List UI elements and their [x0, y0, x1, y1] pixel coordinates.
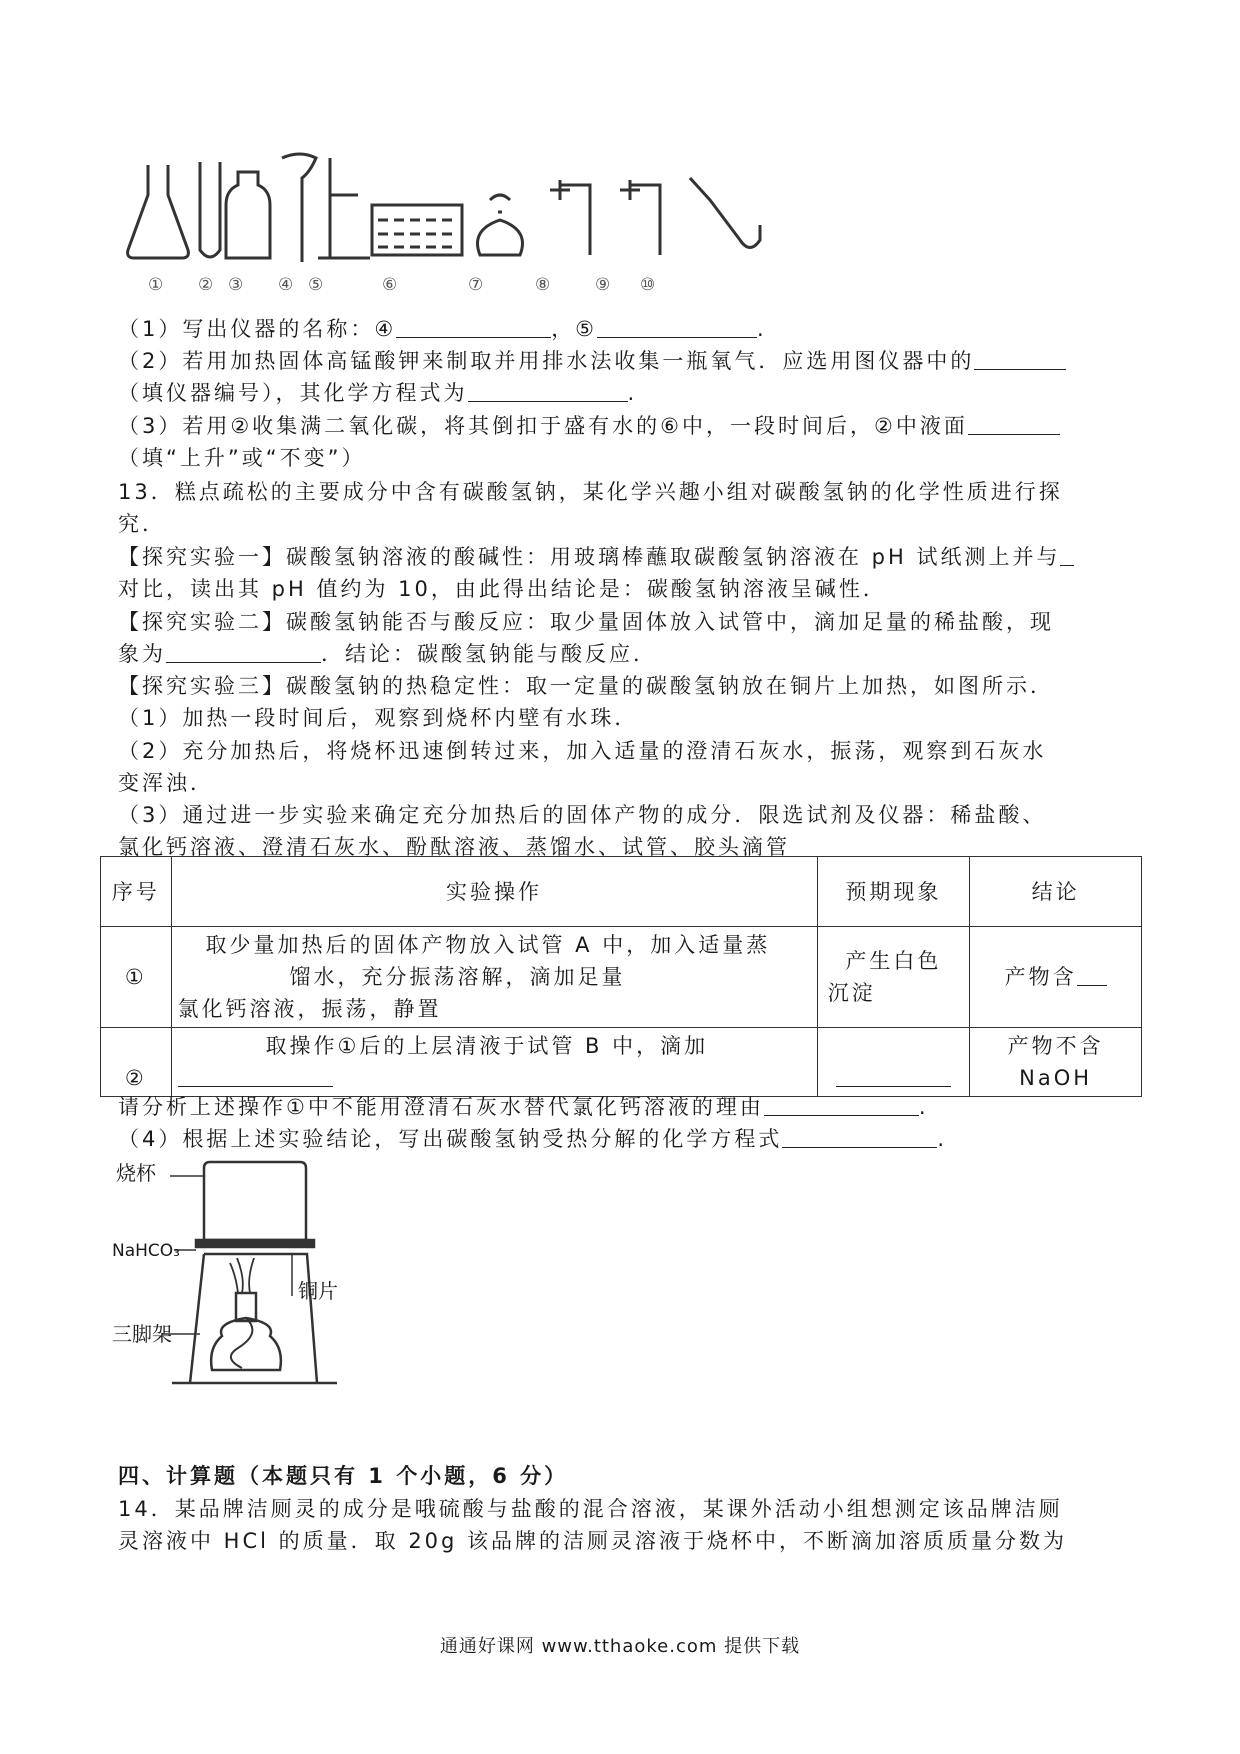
q12-part1-end: . — [757, 317, 767, 341]
figure-number-7: ⑦ — [468, 275, 484, 295]
figure-number-6: ⑥ — [382, 275, 398, 295]
tripod-label: 三脚架 — [112, 1322, 172, 1346]
q13-exp2-line2 — [118, 638, 1138, 670]
answer-blank[interactable] — [597, 315, 757, 338]
figure-number-4: ④ — [278, 275, 294, 295]
q13-step3-line2: 氯化钙溶液、澄清石灰水、酚酞溶液、蒸馏水、试管、胶头滴管 — [118, 835, 790, 859]
row-conclusion — [970, 1028, 1142, 1097]
q12-part2-text2: （填仪器编号），其化学方程式为 — [118, 381, 468, 405]
phenomenon-line: 产生白色 — [845, 949, 942, 973]
figure-number-2: ② — [198, 275, 214, 295]
answer-blank[interactable] — [468, 379, 628, 402]
heating-apparatus-figure — [112, 1158, 362, 1398]
q12-part1-text2: ，⑤ — [551, 317, 598, 341]
answer-blank[interactable] — [974, 347, 1066, 370]
operation-line: 馏水，充分振荡溶解，滴加足量 — [289, 965, 626, 989]
q14-line2: 灵溶液中 HCl 的质量．取 20g 该品牌的洁厕灵溶液于烧杯中，不断滴加溶质质量分数为 — [118, 1529, 1068, 1553]
operation-line: 取操作①后的上层清液于试管 B 中，滴加 — [265, 1034, 709, 1058]
figure-number-3: ③ — [228, 275, 244, 295]
table-row — [101, 927, 1142, 1028]
q13-step1: （1）加热一段时间后，观察到烧杯内壁有水珠． — [118, 706, 639, 730]
q13-intro-line2: 究． — [118, 512, 166, 536]
figure-number-5: ⑤ — [308, 275, 324, 295]
nahco3-label: NaHCO₃ — [112, 1241, 180, 1261]
q13-exp1-line2: 对比，读出其 pH 值约为 10，由此得出结论是：碳酸氢钠溶液呈碱性． — [118, 577, 887, 601]
header-index: 序号 — [101, 857, 172, 927]
header-conclusion: 结论 — [970, 857, 1142, 927]
q12-part2-end: . — [627, 381, 638, 405]
q13-step2-line1: （2）充分加热后，将烧杯迅速倒转过来，加入适量的澄清石灰水，振荡，观察到石灰水 — [118, 739, 1047, 763]
row-operation — [171, 1028, 817, 1097]
row-index: ① — [101, 927, 172, 1028]
conclusion-text: 产物含 — [1004, 965, 1077, 989]
section-title: 四、计算题（本题只有 1 个小题，6 分） — [118, 1464, 569, 1488]
q12-part2-line1 — [118, 345, 1138, 377]
q13-step4-end: . — [937, 1127, 948, 1151]
answer-blank[interactable] — [166, 640, 321, 663]
q13-exp2-line1: 【探究实验二】碳酸氢钠能否与酸反应：取少量固体放入试管中，滴加足量的稀盐酸，现 — [118, 610, 1054, 634]
row-index: ② — [101, 1028, 172, 1097]
q12-part3-text: （3）若用②收集满二氧化碳，将其倒扣于盛有水的⑥中，一段时间后，②中液面 — [118, 414, 968, 438]
q13-exp1-text: 【探究实验一】碳酸氢钠溶液的酸碱性：用玻璃棒蘸取碳酸氢钠溶液在 pH 试纸测上并与 — [118, 545, 1061, 569]
figure-number-9: ⑨ — [595, 275, 611, 295]
q12-part2-line2 — [118, 377, 1138, 409]
q13-step4-text: （4）根据上述实验结论，写出碳酸氢钠受热分解的化学方程式 — [118, 1127, 783, 1151]
answer-blank[interactable] — [782, 1125, 937, 1148]
q12-part3-line2 — [118, 442, 1138, 474]
q12-part1-text: （1）写出仪器的名称：④ — [118, 317, 397, 341]
q13-exp1-line1 — [118, 541, 1138, 573]
copper-label: 铜片 — [298, 1279, 338, 1303]
q13-step2-line2: 变浑浊． — [118, 771, 214, 795]
q13-step3-line1: （3）通过进一步实验来确定充分加热后的固体产物的成分．限选试剂及仪器：稀盐酸、 — [118, 803, 1047, 827]
conclusion-line: NaOH — [1019, 1066, 1093, 1090]
q12-part3-text2: （填“上升”或“不变”） — [118, 446, 366, 470]
answer-blank[interactable] — [396, 315, 551, 338]
figure-number-8: ⑧ — [535, 275, 551, 295]
conclusion-line: 产物不含 — [1007, 1034, 1104, 1058]
operation-line: 氯化钙溶液，振荡，静置 — [177, 997, 442, 1021]
answer-blank[interactable] — [1060, 543, 1074, 566]
header-operation: 实验操作 — [171, 857, 817, 927]
figure-number-10: ⑩ — [640, 275, 656, 295]
page-footer: 通通好课网 www.tthaoke.com 提供下载 — [439, 1636, 801, 1657]
q13-analysis — [118, 1091, 1138, 1123]
q13-exp2-text: 象为 — [118, 642, 166, 666]
row-conclusion — [970, 927, 1142, 1028]
beaker-label: 烧杯 — [116, 1161, 156, 1185]
table-header-row — [101, 857, 1142, 927]
phenomenon-line: 沉淀 — [827, 981, 876, 1005]
q13-intro-line1: 13．糕点疏松的主要成分中含有碳酸氢钠，某化学兴趣小组对碳酸氢钠的化学性质进行探 — [118, 480, 1063, 504]
q13-exp2-text2: ．结论：碳酸氢钠能与酸反应． — [321, 642, 657, 666]
answer-blank[interactable] — [1077, 963, 1107, 986]
q13-analysis-end: . — [918, 1095, 929, 1119]
row-phenomenon — [817, 927, 970, 1028]
answer-blank[interactable] — [764, 1093, 919, 1116]
q13-exp3-line: 【探究实验三】碳酸氢钠的热稳定性：取一定量的碳酸氢钠放在铜片上加热，如图所示． — [118, 674, 1054, 698]
q12-part2-text: （2）若用加热固体高锰酸钾来制取并用排水法收集一瓶氧气．应选用图仪器中的 — [118, 349, 975, 373]
figure-number-1: ① — [148, 275, 164, 295]
q12-part1 — [118, 313, 1138, 345]
experiment-table — [100, 856, 1142, 1097]
answer-blank[interactable] — [178, 1064, 333, 1087]
header-phenomenon: 预期现象 — [817, 857, 970, 927]
q13-analysis-text: 请分析上述操作①中不能用澄清石灰水替代氯化钙溶液的理由 — [118, 1095, 764, 1119]
row-phenomenon — [817, 1028, 970, 1097]
q13-step4 — [118, 1123, 1138, 1155]
q12-part3-line1 — [118, 410, 1138, 442]
operation-line: 取少量加热后的固体产物放入试管 A 中，加入适量蒸 — [205, 933, 771, 957]
apparatus-figure — [120, 150, 780, 300]
q14-line1: 14．某品牌洁厕灵的成分是哦硫酸与盐酸的混合溶液，某课外活动小组想测定该品牌洁厕 — [118, 1497, 1063, 1521]
answer-blank[interactable] — [836, 1064, 951, 1087]
answer-blank[interactable] — [968, 412, 1060, 435]
table-row — [101, 1028, 1142, 1097]
row-operation — [171, 927, 817, 1028]
